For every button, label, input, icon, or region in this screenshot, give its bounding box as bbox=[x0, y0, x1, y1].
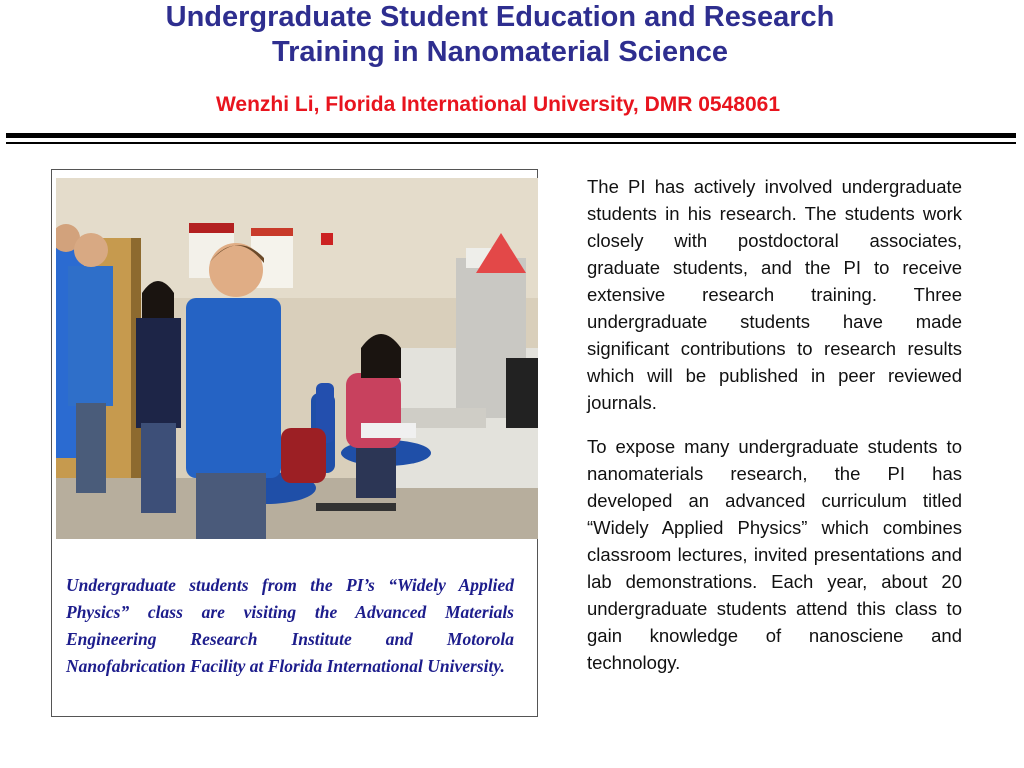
title-line-1: Undergraduate Student Education and Research bbox=[165, 1, 835, 33]
body-paragraph-1: The PI has actively involved undergraduate students in his research. The students work closely with postdoctoral associates, graduate students, and the PI to receive extensive research training. Three undergraduate students have made significant contributions to research results which will be published in peer reviewed journals. bbox=[587, 176, 962, 413]
figure-box bbox=[51, 169, 538, 717]
header-divider-thick bbox=[6, 133, 1016, 138]
author-affiliation: Wenzhi Li, Florida International University, DMR 0548061 bbox=[215, 93, 781, 116]
photo-caption: Undergraduate students from the PI’s “Widely Applied Physics” class are visiting the Advanced Materials Engineering Research Institute and Motorola Nanofabrication Facility at Florida International University. bbox=[66, 575, 514, 676]
header-divider-thin bbox=[6, 142, 1016, 144]
body-text-column bbox=[587, 173, 962, 693]
page-title bbox=[0, 0, 1000, 70]
body-paragraph-2: To expose many undergraduate students to nanomaterials research, the PI has developed an advanced curriculum titled “Widely Applied Physics” which combines classroom lectures, invited presentations and lab demonstrations. Each year, about 20 undergraduate students attend this class to gain knowledge of nanosciene and technology. bbox=[587, 436, 962, 673]
title-line-2: Training in Nanomaterial Science bbox=[271, 36, 729, 68]
lab-photo bbox=[56, 178, 538, 539]
